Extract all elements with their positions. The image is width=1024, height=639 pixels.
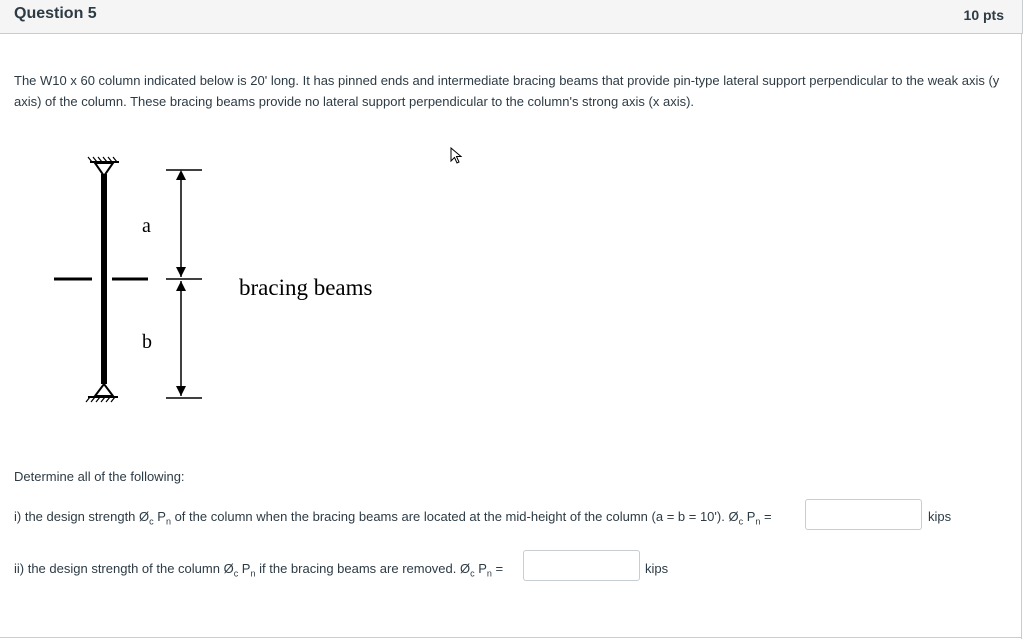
part-i-text-post: of the column when the bracing beams are located at the mid-height of the column (a = b = 10'). — [170, 509, 729, 524]
determine-instruction: Determine all of the following: — [14, 469, 185, 484]
label-bracing-beams: bracing beams — [239, 275, 373, 300]
part-i-text-pre: i) the design strength — [14, 509, 140, 524]
dimension-b — [166, 281, 202, 398]
question-header — [0, 0, 1023, 34]
part-i-eq-p: P — [743, 509, 756, 524]
mouse-pointer-icon — [450, 147, 464, 165]
part-i-p: P — [153, 509, 166, 524]
part-ii-eq-p: P — [474, 561, 487, 576]
part-i-eq-sign: = — [760, 509, 772, 524]
part-ii-eq-phi-sub: c — [470, 568, 475, 579]
part-i-answer-input[interactable] — [805, 499, 922, 530]
part-ii-eq-sign: = — [491, 561, 504, 576]
question-title: Question 5 — [14, 5, 97, 22]
part-i-phi-sub: c — [149, 516, 154, 527]
part-ii-phi: Ø — [223, 561, 234, 576]
column-bracing-diagram — [40, 150, 420, 415]
question-intro-text: The W10 x 60 column indicated below is 20' long. It has pinned ends and intermediate bracing beams that provide pin-type lateral support perpendicular to the weak axis (y axis) of the column. These bracing beams provide no lateral support perpendicular to the column's strong axis (x axis). — [14, 73, 1000, 109]
label-b: b — [142, 331, 152, 353]
bottom-pin-support — [86, 384, 118, 402]
part-ii-phi-sub: c — [233, 568, 239, 579]
part-i-phi: Ø — [139, 509, 150, 524]
part-ii-eq-phi: Ø — [460, 561, 471, 576]
part-ii-p-sub: n — [250, 568, 256, 579]
part-i-eq-p-sub: n — [755, 516, 761, 527]
part-i-p-sub: n — [165, 516, 171, 527]
part-i-eq-phi: Ø — [728, 509, 739, 524]
dimension-a — [166, 170, 202, 277]
part-ii-text-post: if the bracing beams are removed. — [255, 561, 460, 576]
top-pin-support — [88, 157, 119, 176]
part-i-eq-phi-sub: c — [738, 516, 744, 527]
question-points: 10 pts — [963, 7, 1004, 23]
part-i-question — [14, 509, 772, 527]
part-ii-answer-input[interactable] — [523, 550, 640, 581]
part-i-unit: kips — [928, 509, 952, 524]
part-ii-p: P — [238, 561, 251, 576]
frame-border-bottom — [0, 637, 1022, 638]
label-a: a — [142, 215, 151, 237]
part-ii-eq-p-sub: n — [486, 568, 492, 579]
frame-border-right — [1021, 33, 1022, 639]
part-ii-text-pre: ii) the design strength of the column — [14, 561, 224, 576]
part-ii-unit: kips — [645, 561, 669, 576]
part-ii-question — [14, 561, 503, 579]
